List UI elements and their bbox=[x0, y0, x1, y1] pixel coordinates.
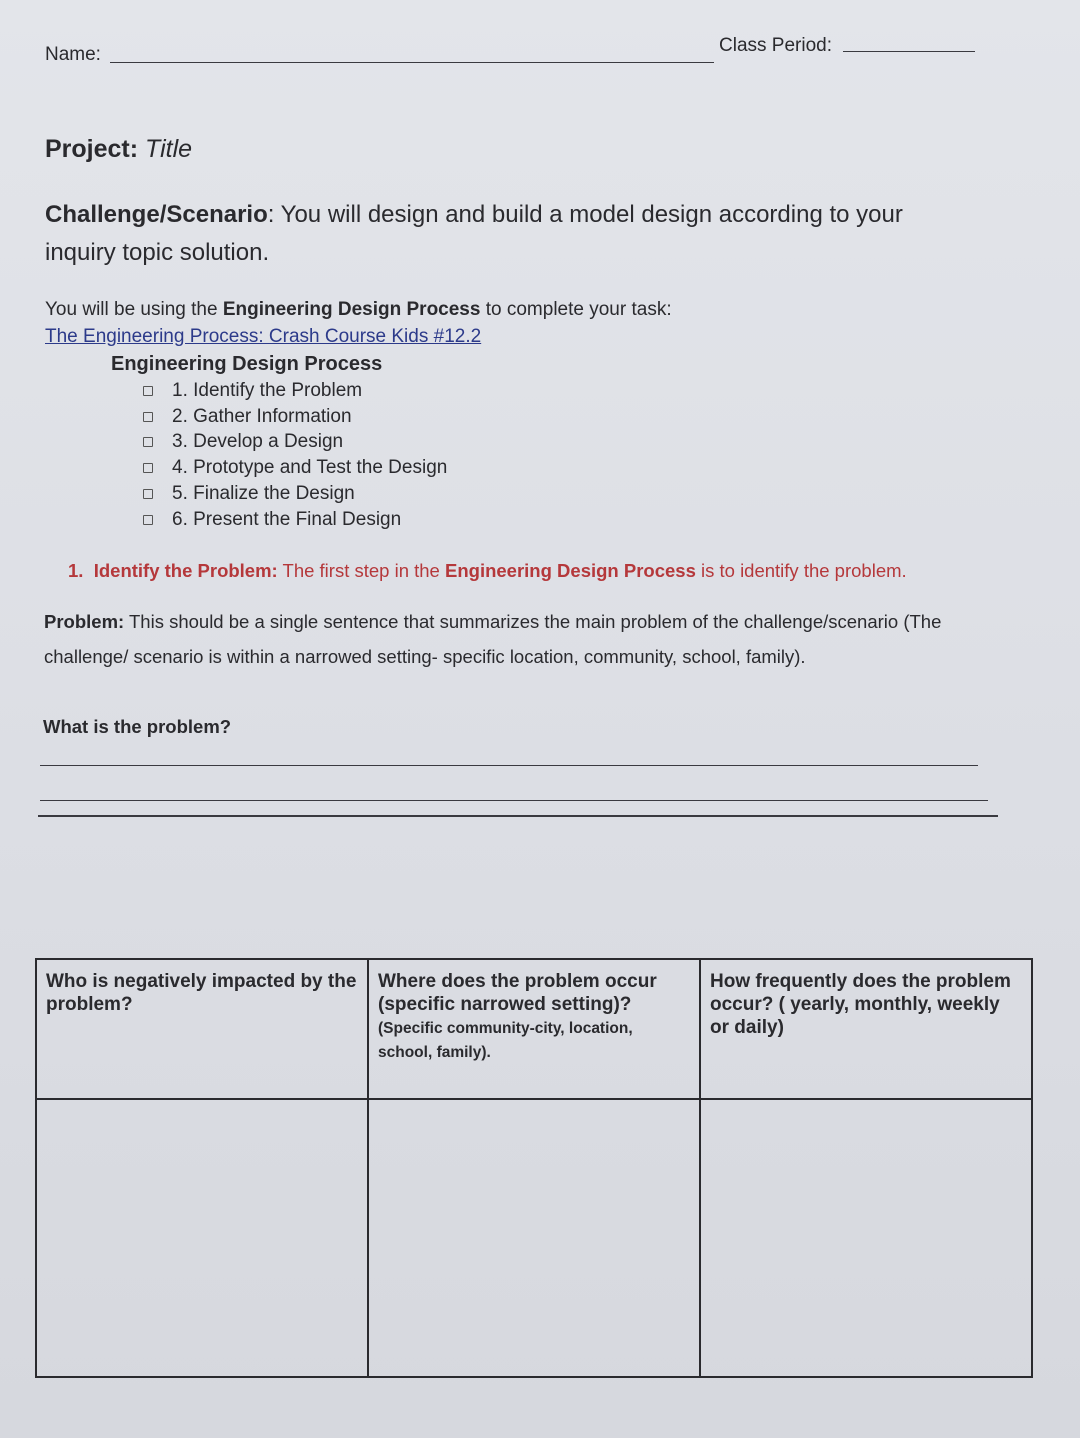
list-item bbox=[143, 404, 447, 430]
step-label: 4. Prototype and Test the Design bbox=[172, 457, 448, 479]
step-label: 3. Develop a Design bbox=[172, 431, 344, 453]
checkbox[interactable] bbox=[143, 386, 153, 396]
header-main: How frequently does the problem occur? ( yearly, monthly, weekly or daily) bbox=[710, 971, 1011, 1038]
step-label: 6. Present the Final Design bbox=[172, 508, 402, 530]
name-label: Name: bbox=[45, 44, 101, 65]
challenge-label: Challenge/Scenario bbox=[45, 201, 268, 228]
intro-suffix: to complete your task: bbox=[480, 299, 672, 320]
checkbox[interactable] bbox=[143, 515, 153, 525]
challenge-text: : You will design and build a model design according to your inquiry topic solution. bbox=[45, 201, 903, 266]
answer-cell[interactable] bbox=[368, 1099, 700, 1377]
checkbox[interactable] bbox=[143, 437, 153, 447]
problem-text: This should be a single sentence that summarizes the main problem of the challenge/scenario (The challenge/ scenario is within a narrowed setting- specific location, community, school, family). bbox=[44, 611, 942, 667]
class-period-field[interactable] bbox=[843, 51, 975, 52]
question-label: What is the problem? bbox=[43, 716, 232, 737]
table-header-cell bbox=[36, 959, 368, 1099]
edp-step-list bbox=[143, 378, 447, 533]
table-header-cell bbox=[368, 959, 700, 1099]
identify-text-1: The first step in the bbox=[277, 560, 445, 581]
table-header-cell bbox=[700, 959, 1032, 1099]
step-label: 2. Gather Information bbox=[172, 405, 352, 427]
answer-line[interactable] bbox=[38, 815, 998, 817]
project-title: Title bbox=[145, 135, 193, 163]
intro-prefix: You will be using the bbox=[45, 299, 223, 320]
answer-cell[interactable] bbox=[700, 1099, 1032, 1377]
identify-number: 1. bbox=[68, 560, 84, 581]
answer-line[interactable] bbox=[40, 765, 978, 766]
project-label: Project: bbox=[45, 135, 139, 163]
identify-label: Identify the Problem: bbox=[93, 560, 278, 581]
header-main: Who is negatively impacted by the problem? bbox=[46, 971, 357, 1015]
process-intro bbox=[45, 299, 672, 321]
header-sub: (Specific community-city, location, school, family). bbox=[378, 1020, 633, 1061]
problem-paragraph bbox=[44, 604, 1004, 674]
problem-label: Problem: bbox=[44, 611, 125, 632]
identify-heading bbox=[68, 560, 907, 582]
checkbox[interactable] bbox=[143, 463, 153, 473]
table-header-row bbox=[36, 959, 1032, 1099]
list-item bbox=[143, 481, 447, 507]
challenge-paragraph bbox=[45, 196, 975, 272]
table-row bbox=[36, 1099, 1032, 1377]
list-item bbox=[143, 507, 447, 533]
step-label: 1. Identify the Problem bbox=[172, 379, 363, 401]
list-item bbox=[143, 378, 447, 404]
class-period-label: Class Period: bbox=[719, 35, 832, 56]
list-item bbox=[143, 430, 447, 456]
project-heading bbox=[45, 135, 192, 164]
edp-title: Engineering Design Process bbox=[111, 353, 383, 375]
identify-text-2: is to identify the problem. bbox=[695, 560, 907, 581]
step-label: 5. Finalize the Design bbox=[172, 483, 355, 505]
checkbox[interactable] bbox=[143, 412, 153, 422]
header-main: Where does the problem occur (specific narrowed setting)? bbox=[378, 971, 657, 1015]
answer-line[interactable] bbox=[40, 800, 988, 801]
identify-bold: Engineering Design Process bbox=[445, 560, 696, 581]
name-field[interactable] bbox=[110, 62, 714, 63]
checkbox[interactable] bbox=[143, 489, 153, 499]
answer-cell[interactable] bbox=[36, 1099, 368, 1377]
problem-table bbox=[35, 958, 1033, 1378]
list-item bbox=[143, 455, 447, 481]
crash-course-link[interactable]: The Engineering Process: Crash Course Kids #12.2 bbox=[45, 326, 482, 347]
intro-bold: Engineering Design Process bbox=[222, 299, 481, 320]
